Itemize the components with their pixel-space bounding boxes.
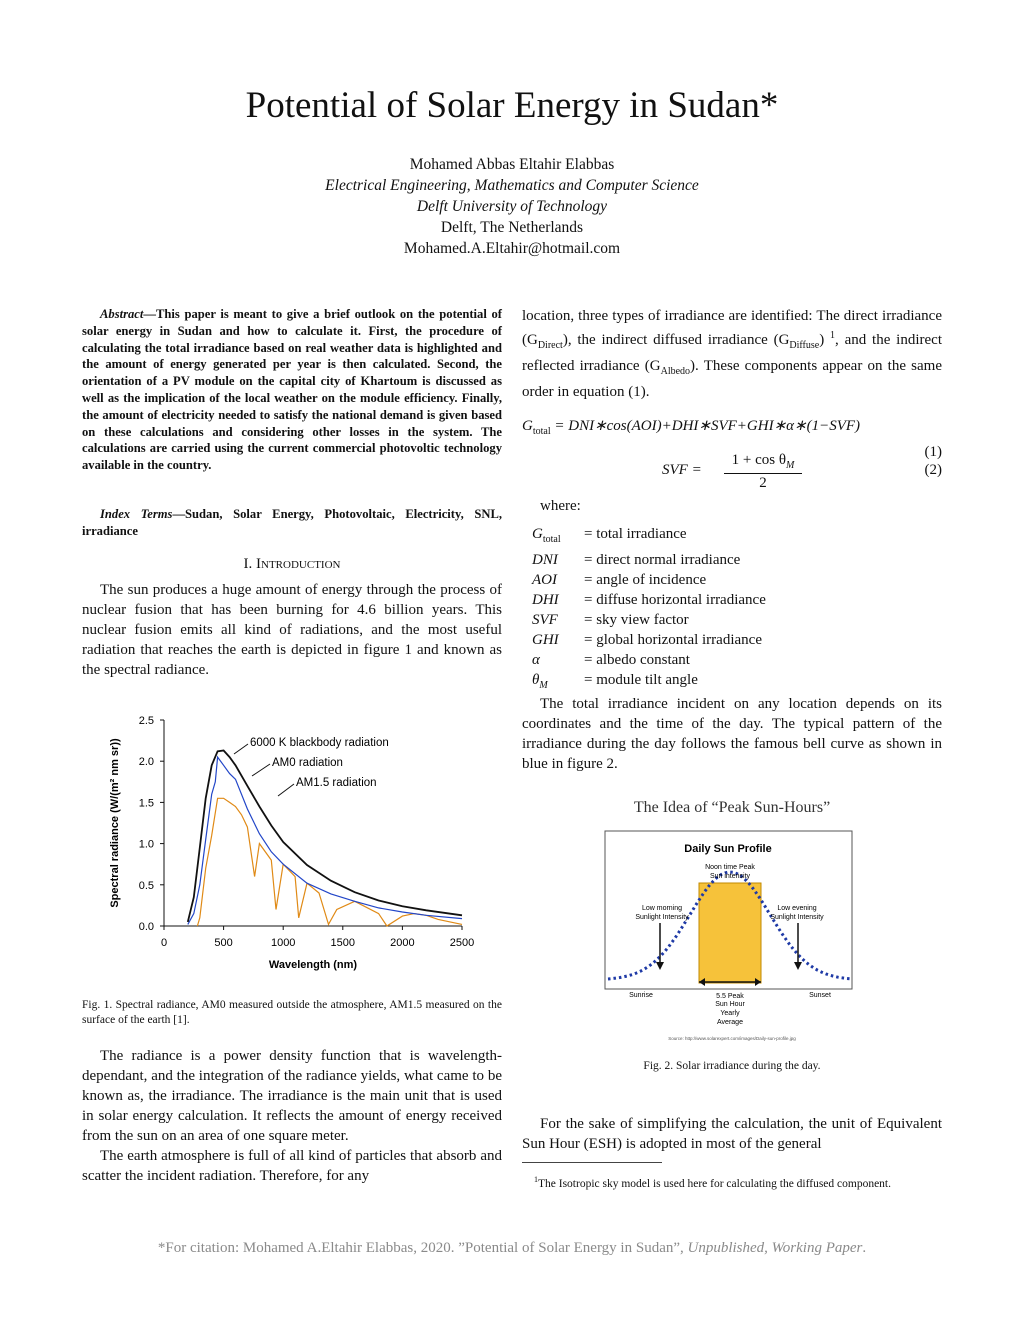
peak-sun-hour-rect — [699, 883, 761, 983]
x-tick-label: 500 — [214, 937, 233, 949]
svg-text:Sunlight Intensity: Sunlight Intensity — [770, 914, 824, 921]
citation-note: *For citation: Mohamed A.Eltahir Elabbas, 2020. ”Potential of Solar Energy in Sudan”, Unpublished, Working Paper. — [157, 1240, 867, 1256]
abstract — [82, 306, 502, 474]
author-location: Delft, The Netherlands — [440, 219, 584, 236]
author-department: Electrical Engineering, Mathematics and Computer Science — [325, 177, 699, 194]
right-paragraph-2: The total irradiance incident on any location depends on its coordinates and the time of the day. The typical pattern of the irradiance during the day follows the famous bell curve as shown in blue in figure 2. — [522, 696, 942, 772]
where-label: where: — [540, 498, 581, 514]
svg-text:Noon time Peak: Noon time Peak — [705, 864, 755, 871]
equation-1: $G_{total}$ = DNI∗cos(AOI)+DHI∗SVF+GHI∗α∗(1−SVF) (1) — [522, 418, 942, 460]
y-tick-label: 0.0 — [138, 921, 154, 933]
svg-text:Sunset: Sunset — [809, 992, 831, 999]
where-item: AOI = angle of incidence — [532, 572, 707, 588]
x-tick-label: 1500 — [330, 937, 356, 949]
abstract-label: Abstract — [100, 307, 144, 321]
x-axis-label: Wavelength (nm) — [268, 959, 358, 971]
author-block — [0, 154, 1024, 259]
svg-text:Sun intensity: Sun intensity — [709, 873, 751, 880]
footnote: $^1$The Isotropic sky model is used here for calculating the diffused component. — [534, 1175, 891, 1190]
annotation-am0: AM0 radiation — [272, 757, 343, 769]
equation-1-number: (1) — [924, 444, 942, 460]
svg-text:5.5 Peak: 5.5 Peak — [716, 993, 744, 1000]
index-terms-label: Index Terms — [100, 507, 173, 521]
footnote-rule — [522, 1162, 662, 1163]
svg-text:Sun Hour: Sun Hour — [715, 1001, 745, 1008]
x-tick-label: 0 — [160, 937, 168, 949]
profile-title: Daily Sun Profile — [684, 843, 772, 855]
y-tick-label: 2.0 — [138, 756, 154, 769]
section-heading: I. Introduction — [243, 556, 341, 572]
y-tick-label: 1.0 — [138, 838, 154, 851]
right-paragraph-1: location, three types of irradiance are identified: The direct irradiance $(G_{Direct})$, the indirect diffused irradiance $(G_{Diffuse})$ $^1$, and the indirect reflected irradiance $(G_{Albedo})$. These components appear on the same order in equation (1). — [522, 308, 942, 400]
y-tick-label: 1.5 — [138, 797, 154, 810]
figure-1-caption: Fig. 1. Spectral radiance, AM0 measured outside the atmosphere, AM1.5 measured on the surface of the earth [1]. — [82, 999, 502, 1026]
where-item: $\theta_M$ = module tilt angle — [532, 672, 698, 691]
y-axis-label: Spectral radiance (W/(m² nm sr)) — [109, 738, 121, 908]
equation-2-number: (2) — [924, 462, 942, 478]
author-name: Mohamed Abbas Eltahir Elabbas — [409, 156, 615, 173]
where-item: DNI = direct normal irradiance — [532, 552, 741, 568]
author-email: Mohamed.A.Eltahir@hotmail.com — [403, 240, 621, 257]
equation-2: SVF = $1 + \cos \theta_M$ 2 (2) — [662, 452, 942, 491]
series-line-am15 — [197, 798, 462, 926]
figure-2-caption: Fig. 2. Solar irradiance during the day. — [643, 1060, 821, 1072]
figure-2-sun-profile — [604, 828, 854, 1044]
figure-2-heading: The Idea of “Peak Sun-Hours” — [633, 799, 831, 816]
annotation-blackbody-pointer — [234, 744, 248, 754]
x-tick-label: 2500 — [449, 937, 475, 949]
annotation-blackbody: 6000 K blackbody radiation — [250, 737, 389, 749]
intro-paragraph-1: The sun produces a huge amount of energy through the process of nuclear fusion that has been burning for 4.6 billion years. This nuclear fusion emits all kind of radiations, and the most useful radiation that reaches the earth is depicted in figure 1 and known as the spectral radiance. — [82, 582, 502, 678]
where-item: DHI = diffuse horizontal irradiance — [532, 592, 766, 608]
abstract-text: —This paper is meant to give a brief outlook on the potential of solar energy in Sudan and how to calculate it. First, the procedure of calculating the total irradiance based on real weather data is highlighted and the amount of energy generated per year is then calculated. Second, the orientation of a PV module on the capital city of Khartoum is discussed as well as the implication of the local weather on the module efficiency. Finally, the amount of electricity needed to satisfy the national demand is given based on these calculations and considering other losses in the system. The calculations are carried using the current commercial photovoltic technology available in the country. — [82, 307, 502, 473]
where-item: GHI = global horizontal irradiance — [532, 632, 762, 648]
svg-text:Source: http://www.solarexpert: Source: http://www.solarexpert.com/images/Daily-sun-profile.jpg — [668, 1036, 796, 1041]
svg-text:Average: Average — [717, 1019, 743, 1026]
svg-text:Low evening: Low evening — [777, 905, 817, 912]
where-item: α = albedo constant — [532, 652, 690, 668]
svg-text:Sunlight Intensity: Sunlight Intensity — [635, 914, 689, 921]
svg-text:Sunrise: Sunrise — [629, 992, 653, 999]
svg-text:Yearly: Yearly — [720, 1010, 740, 1017]
right-paragraph-3: For the sake of simplifying the calculation, the unit of Equivalent Sun Hour (ESH) is adopted in most of the general — [522, 1116, 942, 1152]
x-tick-label: 1000 — [270, 937, 296, 949]
annotation-am0-pointer — [252, 764, 270, 776]
author-university: Delft University of Technology — [416, 198, 608, 215]
y-tick-label: 2.5 — [138, 715, 154, 727]
paper-title: Potential of Solar Energy in Sudan* — [245, 85, 779, 126]
where-list — [532, 524, 766, 696]
svg-text:Low morning: Low morning — [641, 905, 683, 912]
where-item: SVF = sky view factor — [532, 612, 689, 628]
x-tick-label: 2000 — [390, 937, 415, 949]
y-tick-label: 0.5 — [138, 879, 154, 892]
intro-paragraphs-2-3: The radiance is a power density function that is wavelength-dependant, and the integration of the radiance yields, what came to be known as, the irradiance. The irradiance is the main unit that is used in solar energy calculation. It reflects the amount of energy received from the sun on an area of one square meter. The earth atmosphere is full of all kind of particles that absorb and scatter the incident radiation. Therefore, for any — [82, 1048, 502, 1184]
index-terms — [82, 506, 502, 540]
annotation-am15: AM1.5 radiation — [296, 777, 377, 789]
where-item: $G_{total}$ = total irradiance — [532, 526, 687, 545]
annotation-am15-pointer — [278, 784, 294, 796]
figure-1-spectral-chart — [100, 710, 490, 980]
index-terms-text: —Sudan, Solar Energy, Photovoltaic, Electricity, SNL, irradiance — [82, 507, 503, 538]
